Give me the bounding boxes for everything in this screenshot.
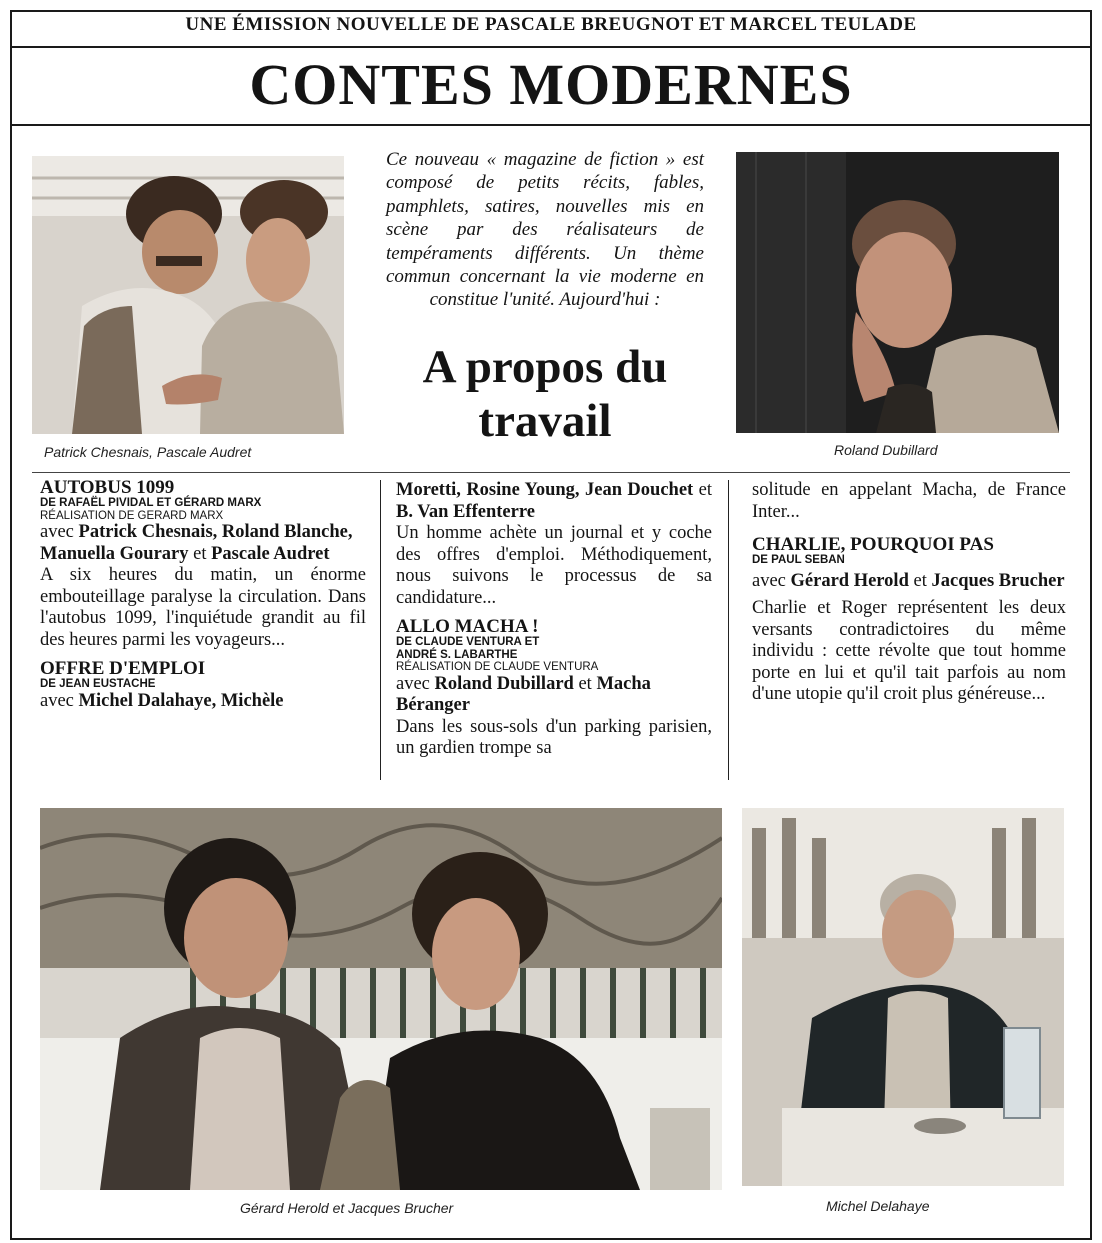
cast-names: Patrick Chesnais, Roland Blanche, Manuella Gourary — [40, 522, 353, 564]
credit-autobus-authors — [40, 497, 366, 510]
page-title: CONTES MODERNES — [249, 52, 853, 117]
program-title-allo-macha: ALLO MACHA ! — [396, 616, 539, 637]
credit-offre-author — [40, 678, 366, 691]
synopsis-autobus: A six heures du matin, un énorme embouteillage paralyse la circulation. Dans l'autobus 1099, l'inquiétude grandit au fil des heures parmi les voyageurs... — [40, 565, 366, 650]
header-divider-bottom — [10, 124, 1092, 126]
column-rule — [380, 480, 381, 780]
cast-names: Roland Dubillard — [434, 673, 574, 694]
credit-macha-authors-text: DE CLAUDE VENTURA ET — [396, 636, 540, 648]
cast-charlie — [752, 571, 1066, 593]
section-divider — [32, 472, 1070, 473]
credit-macha-authors-2 — [396, 649, 712, 662]
photo-roland-dubillard — [736, 152, 1059, 433]
cast-prefix: avec — [40, 522, 79, 542]
synopsis-offre: Un homme achète un journal et y coche des offres d'emploi. Méthodiquement, nous suivons le processus de sa candidature... — [396, 523, 712, 608]
photo-herold-brucher — [40, 808, 722, 1190]
synopsis-charlie: Charlie et Roger représentent les deux versants contradictoires du même individu : cette révolte que tout homme porte en lui et qu'il tait parfois au nom d'une utopie qu'il croit plus généreuse... — [752, 598, 1066, 704]
header-divider-top — [10, 46, 1092, 48]
cast-and: et — [188, 543, 212, 564]
credit-autobus-authors-text: DE RAFAËL PIVIDAL ET GÉRARD MARX — [40, 497, 262, 509]
credit-macha-authors-2-text: ANDRÉ S. LABARTHE — [396, 648, 518, 661]
cast-prefix: avec — [40, 690, 79, 711]
column-2 — [396, 480, 712, 760]
cast-prefix: avec — [396, 673, 435, 694]
intro-paragraph: Ce nouveau « magazine de fiction » est composé de petits récits, fables, pamphlets, satires, nouvelles mis en scène par des réalisateurs de tempéraments différents. Un thème commun concernant la vie moderne en constitue l'unité. Aujourd'hui : — [386, 149, 704, 311]
theme-title-line2: travail — [478, 395, 612, 447]
cast-names: Moretti, Rosine Young, Jean Douchet — [396, 480, 694, 500]
cast-names: B. Van Effenterre — [396, 501, 535, 522]
credit-macha-authors — [396, 636, 712, 649]
program-title-charlie: CHARLIE, POURQUOI PAS — [752, 534, 994, 555]
program-subtitle: UNE ÉMISSION NOUVELLE DE PASCALE BREUGNOT ET MARCEL TEULADE — [185, 14, 917, 35]
cast-and: et — [908, 570, 932, 591]
photo-michel-delahaye — [742, 808, 1064, 1186]
credit-charlie-author-text: DE PAUL SEBAN — [752, 554, 845, 566]
theme-title-line1: A propos du — [422, 341, 668, 393]
photo-chesnais-audret — [32, 156, 344, 434]
cast-offre-continued — [396, 480, 712, 523]
credit-charlie-author — [752, 554, 1066, 567]
caption-michel-delahaye: Michel Delahaye — [826, 1198, 930, 1214]
credit-autobus-director: RÉALISATION DE GERARD MARX — [40, 509, 224, 522]
cast-autobus — [40, 522, 366, 565]
caption-chesnais-audret: Patrick Chesnais, Pascale Audret — [44, 444, 252, 460]
credit-macha-director: RÉALISATION DE CLAUDE VENTURA — [396, 661, 599, 673]
credit-offre-author-text: DE JEAN EUSTACHE — [40, 678, 156, 690]
synopsis-allo-macha-continued: solitude en appelant Macha, de France Inter... — [752, 480, 1066, 522]
program-title-autobus: AUTOBUS 1099 — [40, 477, 175, 498]
caption-roland-dubillard: Roland Dubillard — [834, 442, 938, 458]
cast-and: et — [693, 480, 712, 500]
synopsis-allo-macha: Dans les sous-sols d'un parking parisien, un gardien trompe sa — [396, 716, 712, 758]
cast-names: Gérard Herold — [790, 570, 909, 591]
cast-names: Pascale Audret — [211, 543, 330, 564]
theme-title — [378, 340, 712, 448]
column-rule — [728, 480, 729, 780]
cast-names: Jacques Brucher — [931, 570, 1065, 591]
column-1 — [40, 478, 366, 712]
column-3 — [752, 480, 1066, 706]
cast-offre — [40, 691, 366, 713]
cast-prefix: avec — [752, 570, 791, 591]
program-title-offre: OFFRE D'EMPLOI — [40, 658, 206, 679]
cast-allo-macha — [396, 674, 712, 717]
caption-herold-brucher: Gérard Herold et Jacques Brucher — [240, 1200, 454, 1216]
cast-and: et — [573, 673, 597, 694]
cast-names: Michel Dalahaye, Michèle — [78, 690, 284, 711]
cast-names: Macha Béranger — [396, 673, 651, 715]
